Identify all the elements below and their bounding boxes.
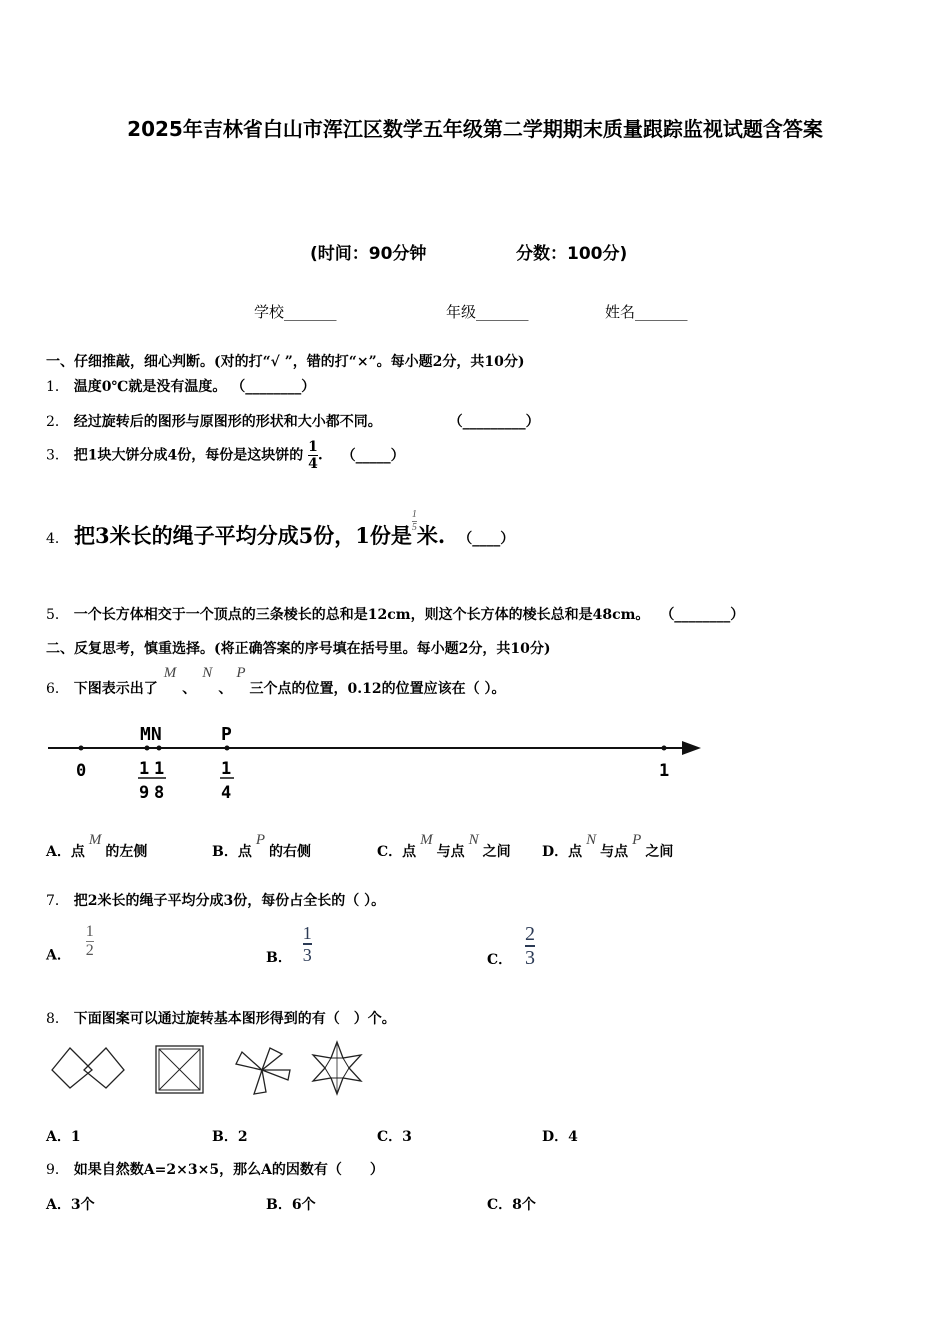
label-p-num: 1 [221, 759, 232, 779]
figure-two-diamonds [48, 1044, 128, 1094]
option-a[interactable] [46, 832, 147, 861]
label-p-den: 4 [221, 783, 232, 803]
option-text: 与点 [436, 844, 465, 860]
option-text: 之间 [645, 844, 674, 860]
question-tail: . [317, 447, 323, 464]
question-text: 下图表示出了 [73, 681, 158, 697]
question-number: 4． [46, 531, 69, 547]
separator: 、 [182, 681, 197, 697]
answer-blank: （________） [660, 607, 745, 623]
grade-field: 年级_______ [446, 303, 529, 321]
option-label: A．点 [46, 844, 85, 860]
number-line [46, 718, 706, 810]
option-label: C．点 [377, 844, 417, 860]
label-zero: 0 [76, 761, 87, 781]
question-text: 把3米长的绳子平均分成5份，1份是 [74, 523, 412, 548]
q8-option-d[interactable]: D．4 [542, 1129, 578, 1145]
figure-pinwheel [234, 1046, 294, 1096]
answer-blank: （_____） [341, 447, 405, 464]
q8-option-c[interactable]: C．3 [377, 1129, 412, 1145]
variable: M [88, 832, 102, 848]
fraction-numerator: 1 [308, 439, 318, 455]
question-number: 3． [46, 447, 69, 464]
figure-hexagram [310, 1040, 364, 1096]
q7-option-a[interactable] [46, 924, 94, 965]
blade-1 [236, 1052, 262, 1070]
question-number: 6． [46, 681, 69, 697]
exam-score: 分数：100分) [516, 244, 628, 264]
question-5 [46, 604, 744, 624]
variable: P [632, 832, 642, 848]
fraction-denominator: 3 [302, 945, 312, 965]
variable-m: M [163, 665, 177, 681]
question-4 [46, 510, 514, 550]
question-number: 9． [46, 1162, 69, 1178]
question-number: 8． [46, 1011, 69, 1027]
question-number: 7． [46, 893, 69, 909]
separator: 、 [218, 681, 233, 697]
answer-blank: （________） [231, 379, 316, 395]
label-one: 1 [659, 761, 670, 781]
option-text: 的右侧 [269, 844, 312, 860]
question-text: 一个长方体相交于一个顶点的三条棱长的总和是12cm，则这个长方体的棱长总和是48cm。 [73, 607, 650, 623]
question-number: 1． [46, 379, 69, 395]
fraction [86, 924, 94, 959]
q7-option-b[interactable] [266, 924, 312, 967]
label-m-num: 1 [139, 759, 150, 779]
fraction [308, 440, 318, 471]
question-text: 经过旋转后的图形与原图形的形状和大小都不同。 [73, 414, 382, 430]
option-label: A． [46, 947, 71, 964]
question-1 [46, 376, 315, 396]
q7-option-c[interactable] [487, 924, 535, 969]
fraction-denominator: 5 [411, 522, 417, 533]
option-b[interactable] [212, 832, 311, 861]
fraction [303, 924, 312, 964]
option-text: 与点 [600, 844, 629, 860]
label-n-num: 1 [154, 759, 165, 779]
point-n [157, 746, 162, 751]
point-1 [662, 746, 667, 751]
q8-option-b[interactable]: B．2 [212, 1129, 248, 1145]
fraction-numerator: 1 [411, 509, 417, 520]
section1-heading: 一、仔细推敲，细心判断。(对的打“√ ”，错的打“×”。每小题2分，共10分) [46, 354, 525, 370]
answer-blank: （____） [458, 531, 515, 547]
q8-option-a[interactable]: A．1 [46, 1129, 81, 1145]
blade-3 [262, 1070, 290, 1080]
question-8 [46, 1008, 396, 1028]
variable: N [468, 832, 479, 848]
variable: P [255, 832, 266, 848]
fraction-numerator: 1 [85, 923, 94, 940]
page-title: 2025年吉林省白山市浑江区数学五年级第二学期期末质量跟踪监视试题含答案 [127, 117, 823, 141]
section2-heading: 二、反复思考，慎重选择。(将正确答案的序号填在括号里。每小题2分，共10分) [46, 641, 551, 657]
question-2 [46, 411, 540, 431]
label-mn: MN [140, 724, 162, 745]
label-n-den: 8 [154, 783, 165, 803]
q9-option-b[interactable]: B．6个 [266, 1197, 316, 1213]
question-text: 把2米长的绳子平均分成3份，每份占全长的（ ）。 [73, 893, 386, 909]
variable-p: P [236, 665, 246, 681]
question-tail: 米. [416, 523, 446, 548]
answer-blank: （_________） [448, 414, 540, 430]
name-field: 姓名_______ [605, 303, 688, 321]
fraction-denominator: 3 [525, 947, 536, 969]
question-3 [46, 440, 405, 471]
question-number: 2． [46, 414, 69, 430]
point-0 [79, 746, 84, 751]
point-p [225, 746, 230, 751]
question-text: 温度0℃就是没有温度。 [73, 379, 227, 395]
variable-n: N [202, 665, 213, 681]
fraction-numerator: 2 [525, 923, 536, 945]
question-text: 把1块大饼分成4份，每份是这块饼的 [73, 447, 304, 464]
q9-option-c[interactable]: C．8个 [487, 1197, 536, 1213]
axis-arrow [682, 741, 701, 755]
variable: M [420, 832, 433, 848]
exam-time: (时间：90分钟 [310, 244, 427, 264]
option-label: B．点 [212, 844, 252, 860]
option-label: C． [487, 952, 513, 968]
option-label: D．点 [542, 844, 583, 860]
blade-4 [254, 1070, 266, 1094]
question-6 [46, 665, 505, 698]
option-label: B． [266, 950, 292, 966]
fraction-denominator: 4 [308, 456, 318, 472]
fraction-denominator: 2 [85, 942, 94, 959]
figure-square-cross [154, 1044, 206, 1096]
option-text: 之间 [482, 844, 511, 860]
question-text: 下面图案可以通过旋转基本图形得到的有（ ）个。 [73, 1011, 396, 1027]
fraction-numerator: 1 [302, 923, 312, 943]
point-m [145, 746, 150, 751]
label-p: P [221, 724, 232, 745]
option-d[interactable] [542, 832, 673, 861]
option-text: 的左侧 [105, 844, 148, 860]
q9-option-a[interactable]: A．3个 [46, 1197, 95, 1213]
option-c[interactable] [377, 832, 511, 861]
question-number: 5． [46, 607, 69, 623]
question-9 [46, 1159, 384, 1179]
blade-2 [262, 1048, 282, 1070]
question-7 [46, 890, 385, 910]
question-text: 如果自然数A=2×3×5，那么A的因数有（ ） [73, 1162, 384, 1178]
question-text: 三个点的位置，0.12的位置应该在（ ）。 [249, 681, 506, 697]
label-m-den: 9 [139, 783, 150, 803]
school-field: 学校_______ [254, 303, 337, 321]
variable: N [586, 832, 597, 848]
fraction [525, 924, 535, 968]
